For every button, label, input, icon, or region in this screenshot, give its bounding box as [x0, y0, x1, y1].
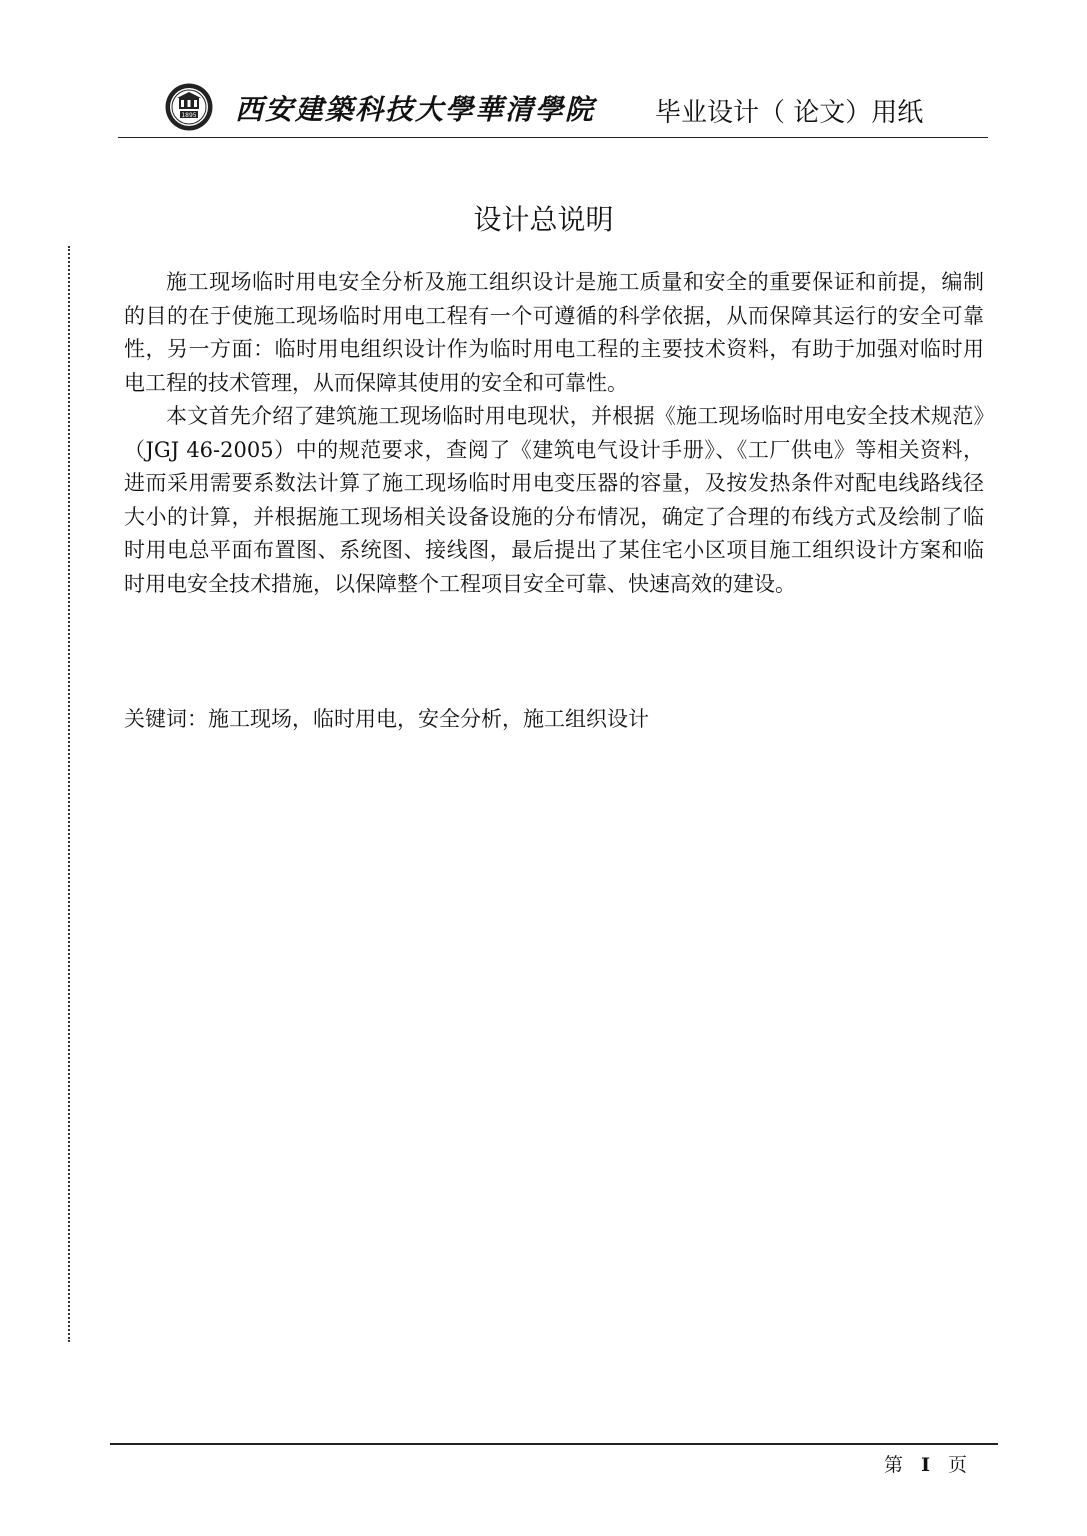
page-prefix: 第 [884, 1454, 904, 1476]
footer-divider [110, 1443, 998, 1445]
university-seal-icon [164, 82, 214, 132]
header-divider [118, 137, 988, 138]
keywords-label: 关键词： [124, 707, 208, 731]
document-body [124, 266, 984, 601]
school-name: 西安建築科技大學華清學院 [235, 93, 596, 126]
binding-dotted-line [68, 246, 70, 1342]
body-paragraph: 本文首先介绍了建筑施工现场临时用电现状，并根据《施工现场临时用电安全技术规范》（JGJ 46-2005）中的规范要求，查阅了《建筑电气设计手册》、《工厂供电》等相关资料，进而采用需要系数法计算了施工现场临时用电变压器的容量，及按发热条件对配电线路线径大小的计算，并根据施工现场相关设备设施的分布情况，确定了合理的布线方式及绘制了临时用电总平面布置图、系统图、接线图，最后提出了某住宅小区项目施工组织设计方案和临时用电安全技术措施，以保障整个工程项目安全可靠、快速高效的建设。 [124, 404, 984, 596]
page-suffix: 页 [948, 1454, 968, 1476]
paper-title: 毕业设计（ 论文）用纸 [655, 98, 924, 128]
keywords-line [124, 704, 649, 734]
page-number [884, 1450, 967, 1477]
page-number-value: I [921, 1454, 930, 1476]
page-header [120, 78, 988, 138]
body-paragraph: 施工现场临时用电安全分析及施工组织设计是施工质量和安全的重要保证和前提，编制的目的在于使施工现场临时用电工程有一个可遵循的科学依据，从而保障其运行的安全可靠性，另一方面：临时用电组织设计作为临时用电工程的主要技术资料，有助于加强对临时用电工程的技术管理，从而保障其使用的安全和可靠性。 [124, 270, 984, 395]
document-title: 设计总说明 [473, 203, 614, 236]
keywords-value: 施工现场，临时用电，安全分析，施工组织设计 [208, 707, 649, 731]
svg-text:1895: 1895 [181, 112, 197, 119]
